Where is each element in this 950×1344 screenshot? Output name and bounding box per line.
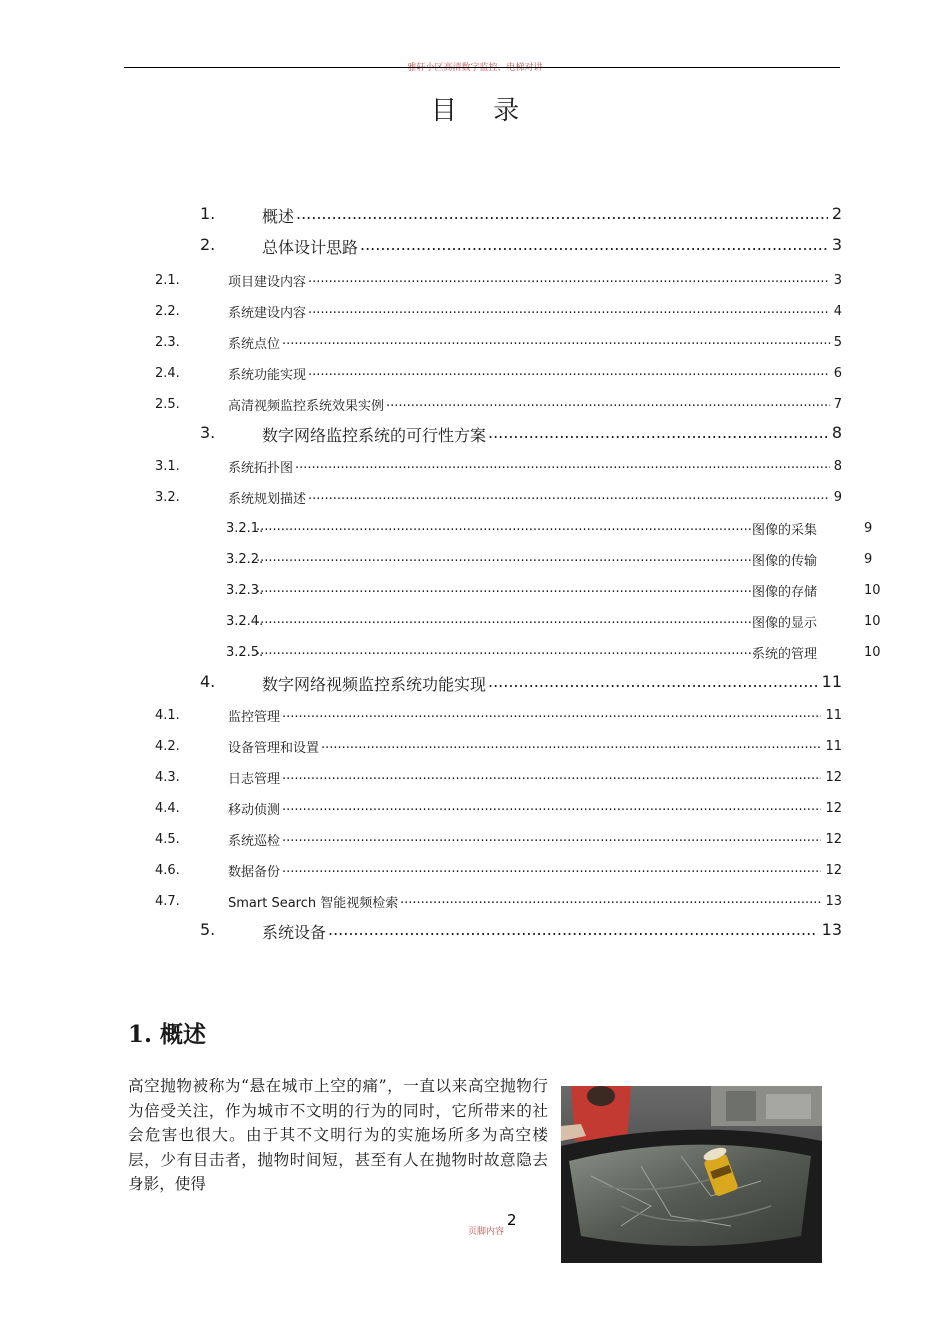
toc-entry-page: 3 [831,235,842,254]
toc-entry-label: 系统建设内容 [228,306,307,321]
toc-entry-label: 数字网络视频监控系统功能实现 [262,675,487,694]
toc-entry[interactable] [150,917,850,947]
toc-entry-label: 数字网络监控系统的可行性方案 [262,426,487,445]
toc-entry-label: 日志管理 [228,772,281,787]
toc-entry-number: 3.2.1. [226,521,264,536]
toc-entry-label: 概述 [262,207,295,226]
toc-entry-number: 2.2. [155,304,180,319]
toc-entry-page: 12 [825,801,842,816]
toc-entry[interactable] [150,297,850,327]
toc-leader-dots [256,550,754,565]
toc-entry-number: 4.1. [155,708,180,723]
toc-entry[interactable] [150,266,850,296]
toc-title: 目 录 [430,96,534,126]
toc-entry[interactable] [150,201,850,231]
toc-entry-label: 项目建设内容 [228,275,307,290]
toc-leader-dots [488,423,828,442]
toc-entry-label: 图像的传输 [752,554,818,569]
toc-entry-label: 图像的显示 [752,616,818,631]
toc-entry-label: 设备管理和设置 [228,741,320,756]
toc-leader-dots [282,706,821,721]
toc-entry-label: 系统的管理 [752,647,818,662]
toc-entry-number: 4.2. [155,739,180,754]
page-header-text: 雅轩小区高清数字监控、电梯对讲 [407,63,543,73]
toc-leader-dots [296,204,828,223]
toc-entry[interactable] [150,607,881,637]
toc-entry-label: 系统点位 [228,337,281,352]
toc-entry-number: 2.5. [155,397,180,412]
toc-leader-dots [256,643,754,658]
toc-entry-page: 11 [825,739,842,754]
toc-entry-page: 9 [864,552,873,567]
toc-entry[interactable] [150,420,850,450]
toc-leader-dots [400,892,821,907]
toc-entry-page: 12 [825,832,842,847]
toc-entry-page: 10 [864,614,881,629]
toc-entry-number: 4.5. [155,832,180,847]
toc-entry-page: 10 [864,645,881,660]
toc-entry[interactable] [150,763,850,793]
toc-leader-dots [488,672,818,691]
toc-entry-page: 8 [833,459,842,474]
toc-entry-page: 3 [833,273,842,288]
toc-entry-number: 3.2.4. [226,614,264,629]
toc-entry-label: 系统规划描述 [228,492,307,507]
toc-entry[interactable] [150,825,850,855]
toc-entry[interactable] [150,794,850,824]
toc-entry-number: 2.4. [155,366,180,381]
toc-leader-dots [328,920,818,939]
toc-entry-number: 4.4. [155,801,180,816]
toc-entry-label: 高清视频监控系统效果实例 [228,399,385,414]
toc-entry-page: 8 [831,423,842,442]
toc-entry[interactable] [150,328,850,358]
toc-entry[interactable] [150,732,850,762]
toc-entry-number: 2.1. [155,273,180,288]
toc-entry[interactable] [150,638,881,668]
section-heading: 1. 概述 [128,1021,207,1048]
toc-entry-page: 4 [833,304,842,319]
toc-entry[interactable] [150,887,850,917]
toc-entry-label: 监控管理 [228,710,281,725]
toc-entry-page: 9 [864,521,873,536]
toc-entry-page: 5 [833,335,842,350]
toc-entry-number: 4.3. [155,770,180,785]
toc-leader-dots [256,612,754,627]
toc-entry[interactable] [150,669,850,699]
toc-leader-dots [321,737,821,752]
toc-entry-label: 数据备份 [228,865,281,880]
toc-entry[interactable] [150,545,873,575]
section-paragraph: 高空抛物被称为“悬在城市上空的痛”，一直以来高空抛物行为倍受关注，作为城市不文明的行为的同时，它所带来的社会危害也很大。由于其不文明行为的实施场所多为高空楼层，少有目击者，抛物时间短，甚至有人在抛物时故意隐去身影，使得 [128,1077,548,1193]
toc-leader-dots [386,395,830,410]
toc-entry-label: 图像的存储 [752,585,818,600]
toc-entry-number: 4.7. [155,894,180,909]
toc-entry-page: 12 [825,863,842,878]
toc-entry-number: 4.6. [155,863,180,878]
toc-leader-dots [308,302,830,317]
toc-entry-label: 系统设备 [262,923,327,942]
toc-entry-number: 1. [200,204,216,223]
toc-entry[interactable] [150,856,850,886]
toc-leader-dots [282,861,821,876]
toc-leader-dots [282,830,821,845]
page-number: 2 [507,1211,517,1229]
toc-entry-page: 11 [825,708,842,723]
header-rule [124,67,840,68]
page-footer: 页脚内容 [468,1227,505,1237]
toc-entry-number: 2.3. [155,335,180,350]
toc-entry[interactable] [150,232,850,262]
toc-entry-page: 10 [864,583,881,598]
toc-entry-number: 3.2.3. [226,583,264,598]
toc-entry-number: 5. [200,920,216,939]
toc-entry-page: 11 [821,672,842,691]
toc-entry-number: 3.1. [155,459,180,474]
toc-leader-dots [256,519,754,534]
toc-leader-dots [308,488,830,503]
toc-leader-dots [256,581,754,596]
toc-entry-page: 2 [831,204,842,223]
toc-entry[interactable] [150,576,881,606]
toc-entry-number: 3.2.2. [226,552,264,567]
toc-entry[interactable] [150,359,850,389]
toc-entry-page: 7 [833,397,842,412]
toc-entry-number: 3.2. [155,490,180,505]
toc-leader-dots [308,271,830,286]
toc-leader-dots [308,364,830,379]
broken-car-photo [561,1086,822,1263]
toc-entry[interactable] [150,701,850,731]
toc-entry[interactable] [150,390,850,420]
toc-entry[interactable] [150,483,850,513]
toc-entry-number: 4. [200,672,216,691]
toc-entry-number: 3.2.5. [226,645,264,660]
toc-entry-page: 13 [825,894,842,909]
toc-entry-label: 系统拓扑图 [228,461,294,476]
toc-entry-label: Smart Search 智能视频检索 [228,896,399,911]
toc-entry-label: 图像的采集 [752,523,818,538]
toc-entry[interactable] [150,514,873,544]
toc-entry-number: 3. [200,423,216,442]
toc-leader-dots [282,333,830,348]
toc-leader-dots [282,768,821,783]
toc-entry-page: 12 [825,770,842,785]
toc-entry[interactable] [150,452,850,482]
toc-entry-label: 移动侦测 [228,803,281,818]
toc-entry-number: 2. [200,235,216,254]
toc-entry-label: 系统巡检 [228,834,281,849]
toc-entry-page: 9 [833,490,842,505]
toc-entry-label: 总体设计思路 [262,238,359,257]
toc-entry-page: 13 [821,920,842,939]
toc-leader-dots [360,235,828,254]
toc-leader-dots [282,799,821,814]
toc-entry-page: 6 [833,366,842,381]
toc-entry-label: 系统功能实现 [228,368,307,383]
toc-leader-dots [295,457,830,472]
